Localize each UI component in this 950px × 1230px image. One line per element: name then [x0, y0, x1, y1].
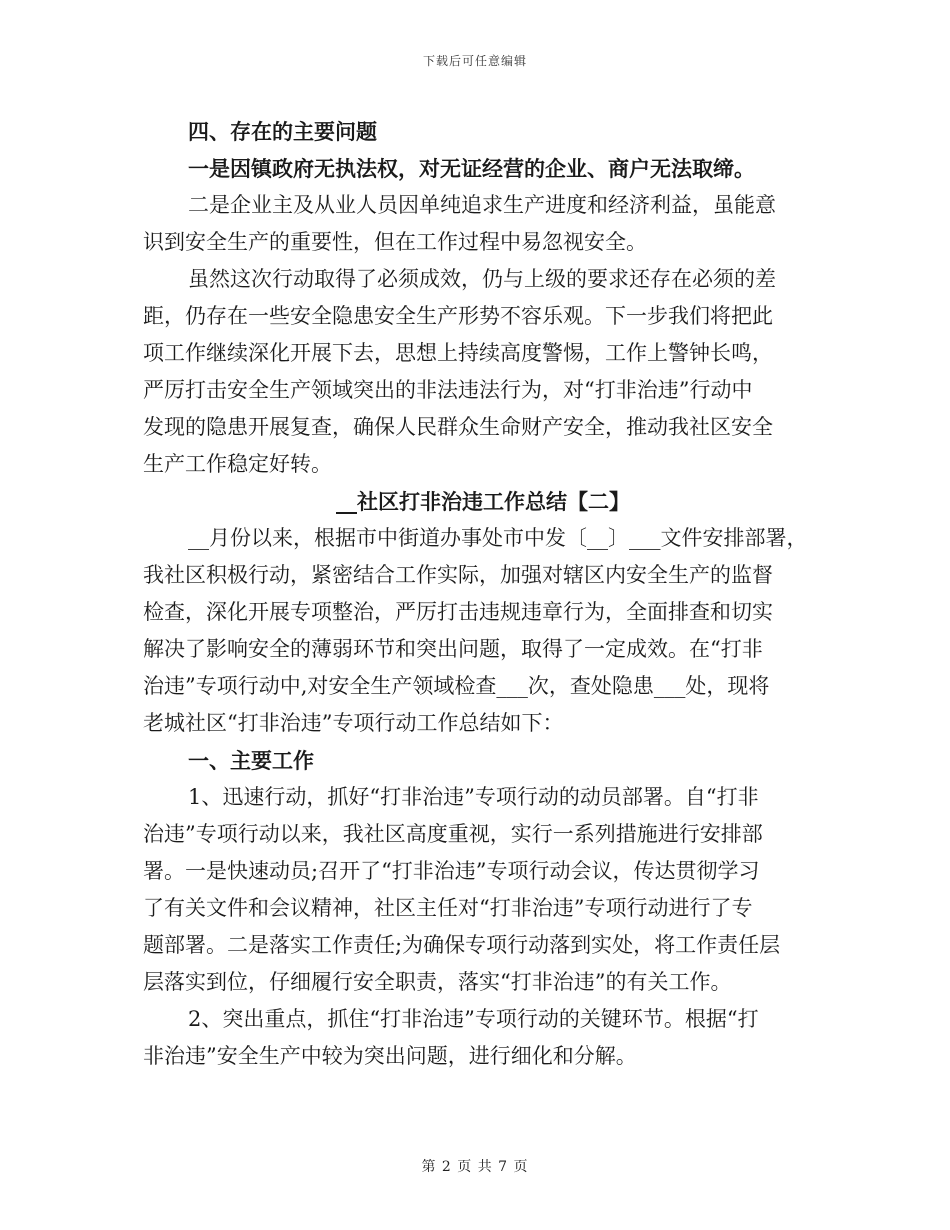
- paragraph-line: 治违”专项行动以来，我社区高度重视，实行一系列措施进行安排部: [143, 822, 763, 846]
- paragraph-line: 识到安全生产的重要性，但在工作过程中易忽视安全。: [143, 230, 647, 254]
- document-title: __社区打非治违工作总结【二】: [336, 489, 630, 514]
- work-item-2: [143, 1001, 823, 1075]
- paragraph-line: 层落实到位，仔细履行安全职责，落实“打非治违”的有关工作。: [143, 970, 732, 994]
- problem-point-1: 一是因镇政府无执法权，对无证经营的企业、商户无法取缔。: [188, 156, 755, 181]
- page-header: 下载后可任意编辑: [422, 54, 527, 68]
- problem-point-2: [143, 187, 823, 261]
- paragraph-line: 我社区积极行动，紧密结合工作实际，加强对辖区内安全生产的监督: [143, 563, 773, 587]
- paragraph-line: 生产工作稳定好转。: [143, 452, 332, 476]
- paragraph-line: 老城社区“打非治违”专项行动工作总结如下：: [143, 711, 564, 735]
- section-heading-main-work: 一、主要工作: [188, 748, 314, 773]
- paragraph-line: 距，仍存在一些安全隐患安全生产形势不容乐观。下一步我们将把此: [143, 304, 773, 328]
- page-number: 第 2 页 共 7 页: [421, 1159, 529, 1175]
- paragraph-line: 2、突出重点，抓住“打非治违”专项行动的关键环节。根据“打: [188, 1007, 759, 1031]
- paragraph-line: 严厉打击安全生产领域突出的非法违法行为，对“打非治违”行动中: [143, 378, 753, 402]
- paragraph-line: 解决了影响安全的薄弱环节和突出问题，取得了一定成效。在“打非: [143, 637, 763, 661]
- paragraph-line: 1、迅速行动，抓好“打非治违”专项行动的动员部署。自“打非: [188, 785, 759, 809]
- intro-paragraph: [143, 520, 823, 742]
- section-heading-problems: 四、存在的主要问题: [188, 119, 377, 144]
- paragraph-line: 虽然这次行动取得了必须成效，仍与上级的要求还存在必须的差: [188, 267, 776, 291]
- paragraph-line: 题部署。二是落实工作责任;为确保专项行动落到实处，将工作责任层: [143, 933, 781, 957]
- paragraph-line: __月份以来，根据市中街道办事处市中发〔__〕___文件安排部署，: [188, 526, 808, 550]
- next-steps-paragraph: [143, 261, 823, 483]
- document-body: [143, 113, 823, 1075]
- work-item-1: [143, 779, 823, 1001]
- paragraph-line: 治违”专项行动中,对安全生产领域检查___次，查处隐患___处，现将: [143, 674, 770, 698]
- paragraph-line: 检查，深化开展专项整治，严厉打击违规违章行为，全面排查和切实: [143, 600, 773, 624]
- paragraph-line: 发现的隐患开展复查，确保人民群众生命财产安全，推动我社区安全: [143, 415, 773, 439]
- paragraph-line: 非治违”安全生产中较为突出问题，进行细化和分解。: [143, 1044, 637, 1068]
- paragraph-line: 署。一是快速动员;召开了“打非治违”专项行动会议，传达贯彻学习: [143, 859, 760, 883]
- paragraph-line: 了有关文件和会议精神，社区主任对“打非治违”专项行动进行了专: [143, 896, 753, 920]
- paragraph-line: 二是企业主及从业人员因单纯追求生产进度和经济利益，虽能意: [188, 193, 776, 217]
- paragraph-line: 项工作继续深化开展下去，思想上持续高度警惕，工作上警钟长鸣，: [143, 341, 773, 365]
